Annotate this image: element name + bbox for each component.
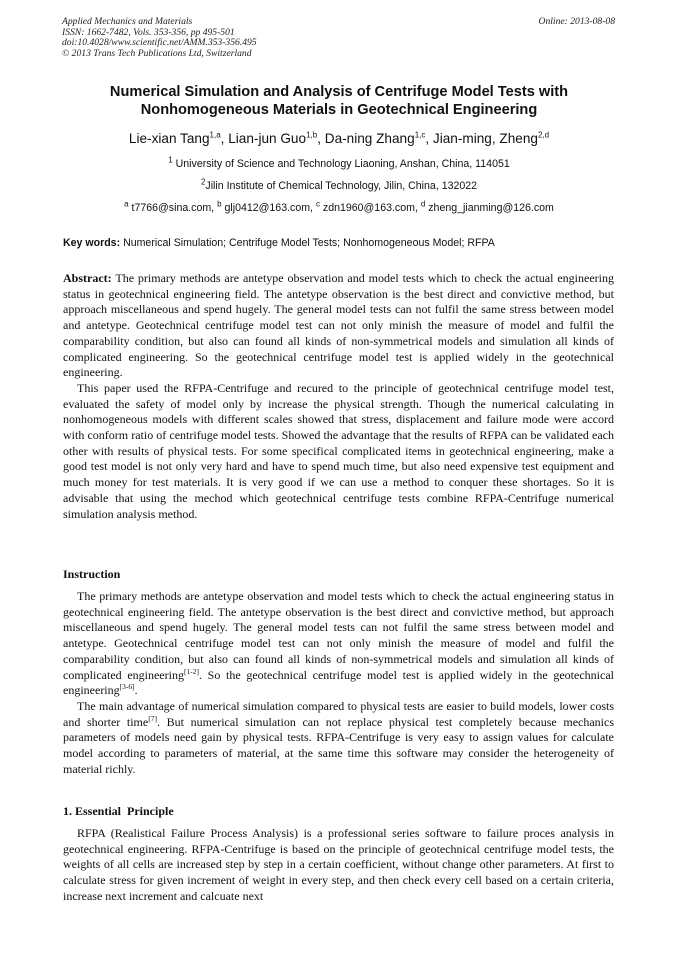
author-list: Lie-xian Tang$^{1,a}$, Lian-jun Guo$^{1,b}$, Da-ning Zhang$^{1,c}$, Jian-ming, Zheng$^{2,d}$ [128,130,550,146]
citation[interactable]: [1-2] [183,666,199,676]
email-link[interactable]: zheng_jianming@126.com [428,202,554,214]
author-name: Da-ning Zhang [324,131,415,146]
title-line-2: Nonhomogeneous Materials in Geotechnical Engineering [140,102,538,118]
online-date: Online: 2013-08-08 [538,16,615,27]
citation[interactable]: [7] [148,713,157,723]
author-name: Lian-jun Guo [228,131,307,146]
journal-name: Applied Mechanics and Materials [62,16,193,27]
title-line-1: Numerical Simulation and Analysis of Centrifuge Model Tests with [109,84,569,100]
abstract [63,271,614,522]
abstract-label: Abstract: [63,271,112,285]
email-link[interactable]: t7766@sina.com, [131,202,215,214]
abstract-paragraph-2: This paper used the RFPA-Centrifuge and recured to the principle of geotechnical centrifuge model test, evaluated the safety of model only by increase the physical strength. Though the numerical calculating in nonhomogeneous models with different scales showed that stress, displacement and failure mode were accord with conform ratio of centrifuge model tests. Showed the advantage that the results of RFPA can be validated each other with results of physical tests. For some specifical complicated items in geotechnical engineering, make a good test model is not only very hard and have to spend much time, but also need expensive test equipment and much money for test materials. It is very good if we can use a method to conquer these shortages. So it is advisable that using the mechod which geotechnical centrifuge tests combine RFPA-Centrifuge numerical simulation analysis method. [63,380,614,521]
author-name: Lie-xian Tang [128,131,210,146]
section-1-paragraph-1: RFPA (Realistical Failure Process Analysis) is a professional series software to failure proces analysis in geotechnical engineering. RFPA-Centrifuge is based on the principle of geotechnical centrifuge model tests, the weights of all cells are increased step by step in a certain coefficient, without change other parameters. At first to calculate stress for given increment of weight in every step, and then check every cell based on a certain criteria, increase next increment and calcuate next [63,826,614,903]
author-sup: 1,a [209,130,221,140]
copyright-line: © 2013 Trans Tech Publications Ltd, Switzerland [62,47,252,59]
issn-line: ISSN: 1662-7482, Vols. 353-356, pp 495-501 [62,26,235,38]
affiliation-1: $^1$ University of Science and Technology Liaoning, Anshan, China, 114051 [168,155,510,170]
author-sup: 2,d [537,130,550,140]
instruction-paragraph-2: The main advantage of numerical simulation compared to physical tests are easier to build models, lower costs and shorter time[7]. But numerical simulation can not replace physical test completely because mechanics parameters of models need gain by physical tests. RFPA-Centrifuge is very easy to assign values for calculate model according to parameters of material, at the same time this software may consider the heterogeneity of material richly. [63,698,615,776]
instruction-paragraph-1: The primary methods are antetype observation and model tests which to check the actual engineering status in geotechnical engineering field. The antetype observation is the best direct and convictive method, but approach miscellaneous and spend hugely. The general model tests can not fulfil the same stress between model and antetype. Geotechnical centrifuge model test can not only minish the measure of model and fulfil the comparability condition, but also can found all kinds of non-symmetrical models and simulation all kinds of complicated engineering[1-2]. So the geotechnical centrifuge model test is applied widely in the geotechnical engineering[3-6]. [63,589,614,698]
author-sup: 1,b [306,130,318,140]
keywords [63,236,495,250]
email-link[interactable]: glj0412@163.com, [224,202,313,214]
email-link[interactable]: zdn1960@163.com, [322,202,418,214]
email-list: $^a$ t7766@sina.com, $^b$ glj0412@163.com, $^c$ zdn1960@163.com, $^d$ zheng_jianming@126.com [124,199,554,214]
paper-title [62,83,616,119]
journal-header [62,17,257,59]
keywords-label: Key words: [63,237,121,249]
instruction-section [63,589,614,777]
affiliation-2: $^2$Jilin Institute of Chemical Technology, Jilin, China, 132022 [200,177,478,192]
instruction-heading: Instruction [63,567,121,581]
doi-line: doi:10.4028/www.scientific.net/AMM.353-356.495 [62,37,257,49]
section-1-heading: 1. Essential Principle [63,804,174,818]
author-name: Jian-ming, Zheng [432,131,538,146]
abstract-paragraph-1: Abstract: The primary methods are antetype observation and model tests which to check the actual engineering status in geotechnical engineering field. The antetype observation is the best direct and convictive method, but approach miscellaneous and spend hugely. The general model tests can not fulfil the same stress between model and antetype. Geotechnical centrifuge model test can not only minish the measure of model and fulfil the comparability condition, but also can found all kinds of non-symmetrical models and simulation all kinds of complicated engineering. So the geotechnical centrifuge model test is applied widely in the geotechnical engineering. [63,271,614,380]
citation[interactable]: [3-6] [119,682,135,692]
keywords-text: Numerical Simulation; Centrifuge Model Tests; Nonhomogeneous Model; RFPA [123,237,495,249]
section-1 [63,826,614,905]
author-sup: 1,c [414,130,426,140]
